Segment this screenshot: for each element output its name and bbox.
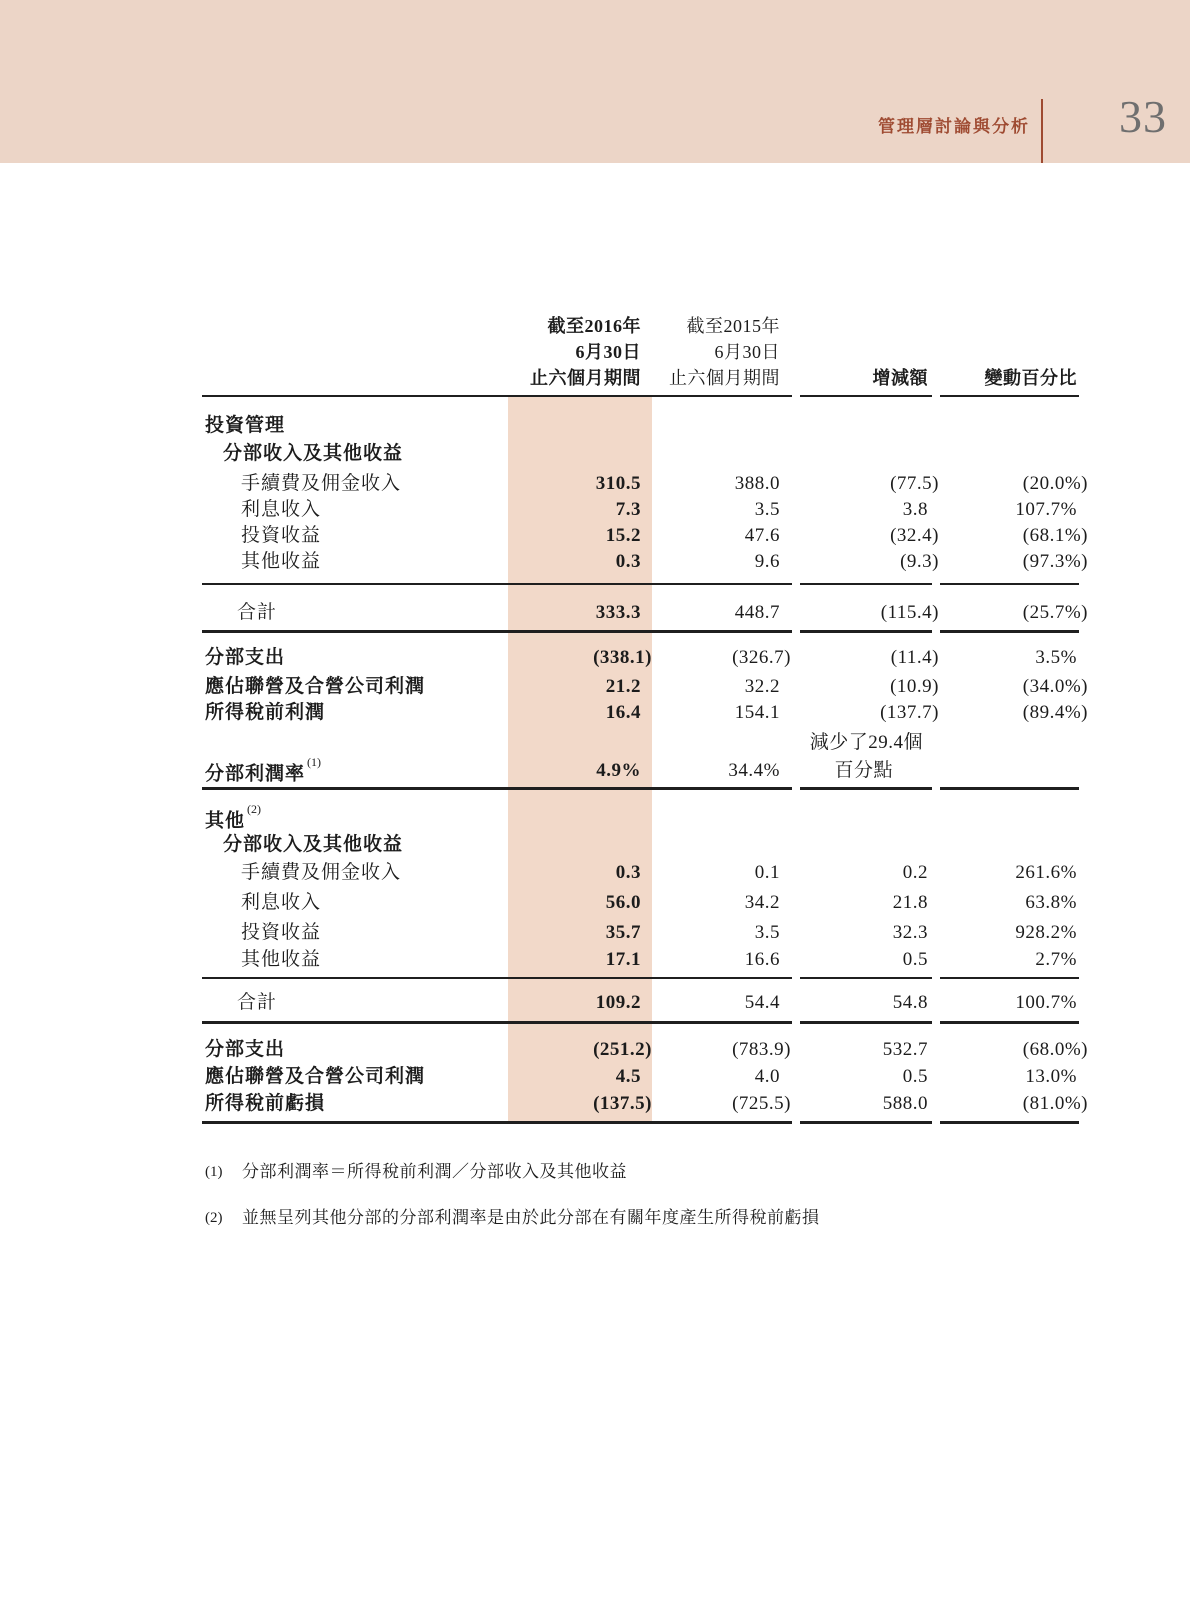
table-row: [202, 1091, 1088, 1117]
table-row: [202, 832, 1088, 858]
value-2016: 310.5: [595, 473, 641, 494]
table-row: [202, 860, 1088, 886]
footnote-ref-2: (2): [247, 802, 262, 816]
table-row: [202, 890, 1088, 916]
row-label: 分部支出: [205, 1039, 286, 1060]
header-2016-line2: 6月30日: [575, 342, 641, 362]
value-2015: 154.1: [734, 702, 780, 723]
header-2015-line2: 6月30日: [714, 342, 780, 362]
value-pct: 928.2%: [1015, 922, 1077, 943]
value-2016: 109.2: [595, 992, 641, 1013]
header-2016-line1: 截至2016年: [547, 316, 641, 336]
value-pct: 2.7%: [1035, 949, 1077, 970]
table-row: [202, 700, 1088, 726]
value-change: (115.4): [880, 602, 939, 623]
table-row: [202, 802, 1088, 832]
value-2016: 0.3: [615, 862, 641, 883]
value-change: (11.4): [890, 647, 939, 668]
value-2016: 4.5: [615, 1066, 641, 1087]
value-change: 54.8: [892, 992, 928, 1013]
section-title: 管理層討論與分析: [878, 117, 1030, 136]
row-label: 所得稅前虧損: [205, 1093, 326, 1114]
table-column-headers: [202, 313, 1088, 391]
table-row: [202, 674, 1088, 700]
row-label: 手續費及佣金收入: [241, 473, 402, 494]
value-2016: 16.4: [605, 702, 641, 723]
row-label: 分部收入及其他收益: [223, 834, 404, 855]
value-pct: (89.4%): [1022, 702, 1088, 723]
table-row: [202, 1064, 1088, 1090]
header-divider: [1041, 99, 1043, 163]
row-label: 其他收益: [241, 949, 322, 970]
row-label: 手續費及佣金收入: [241, 862, 402, 883]
row-label: 其他收益: [241, 551, 322, 572]
value-pct: (34.0%): [1022, 676, 1088, 697]
header-2015-line3: 止六個月期間: [669, 368, 780, 388]
value-2016: 56.0: [605, 892, 641, 913]
value-2016: (137.5): [593, 1093, 652, 1114]
column-header-2015: [652, 313, 791, 391]
value-2016: 4.9%: [596, 760, 641, 782]
value-2015: 16.6: [744, 949, 780, 970]
value-change: 0.5: [902, 949, 928, 970]
column-header-change: 增減額: [872, 368, 928, 388]
row-label: 合計: [237, 992, 278, 1013]
footnote-marker: (1): [205, 1164, 223, 1180]
value-2015: (725.5): [732, 1093, 791, 1114]
table-rule: [202, 1021, 1079, 1024]
value-2016: (338.1): [593, 647, 652, 668]
row-label: 應佔聯營及合營公司利潤: [205, 676, 426, 697]
table-row: [202, 549, 1088, 575]
row-label: [202, 802, 508, 834]
value-2015: 54.4: [744, 992, 780, 1013]
footnote-ref-1: (1): [307, 755, 322, 769]
row-label: 投資管理: [205, 415, 286, 436]
footnote-2: [205, 1205, 820, 1231]
value-2015: 4.0: [754, 1066, 780, 1087]
value-change: 532.7: [882, 1039, 928, 1060]
table-row-total: [202, 990, 1088, 1016]
page-number: 33: [1119, 91, 1167, 142]
value-pct: 100.7%: [1015, 992, 1077, 1013]
row-label: 投資收益: [241, 922, 322, 943]
table-rule: [202, 787, 1079, 790]
footnote-marker: (2): [205, 1210, 223, 1226]
column-header-2016: [508, 313, 652, 391]
row-label: [202, 755, 508, 787]
row-label-text: 其他: [205, 810, 246, 832]
value-change: 0.2: [902, 862, 928, 883]
header-band: [0, 0, 1190, 163]
value-2015: 9.6: [754, 551, 780, 572]
value-change: 32.3: [892, 922, 928, 943]
row-label: 應佔聯營及合營公司利潤: [205, 1066, 426, 1087]
value-2015: 3.5: [754, 499, 780, 520]
value-change: (9.3): [900, 551, 939, 572]
row-label-text: 分部利潤率: [205, 763, 306, 785]
value-2015: 34.2: [744, 892, 780, 913]
value-change: 588.0: [882, 1093, 928, 1114]
table-row: [202, 920, 1088, 946]
row-label: 分部支出: [205, 647, 286, 668]
value-change: (32.4): [890, 525, 939, 546]
value-pct: (68.1%): [1022, 525, 1088, 546]
value-change: 0.5: [902, 1066, 928, 1087]
table-rule: [202, 977, 1079, 979]
value-2015: 3.5: [754, 922, 780, 943]
value-2015: (783.9): [732, 1039, 791, 1060]
table-row: [202, 755, 1088, 785]
value-change: (137.7): [880, 702, 939, 723]
table-row: [202, 413, 1088, 439]
row-label: 分部收入及其他收益: [223, 443, 404, 464]
row-label: 利息收入: [241, 499, 322, 520]
value-pct: (68.0%): [1022, 1039, 1088, 1060]
value-change-note: 減少了29.4個: [809, 732, 923, 753]
value-2015: 448.7: [734, 602, 780, 623]
value-change: (77.5): [890, 473, 939, 494]
value-pct: (20.0%): [1022, 473, 1088, 494]
value-2015: 47.6: [744, 525, 780, 546]
value-2015: 388.0: [734, 473, 780, 494]
value-pct: 107.7%: [1015, 499, 1077, 520]
row-label: 所得稅前利潤: [205, 702, 326, 723]
header-2016-line3: 止六個月期間: [530, 368, 641, 388]
footnote-text: 分部利潤率＝所得稅前利潤／分部收入及其他收益: [242, 1162, 627, 1181]
table-row: [202, 441, 1088, 467]
value-change: 21.8: [892, 892, 928, 913]
table-row: [202, 497, 1088, 523]
value-pct: 3.5%: [1035, 647, 1077, 668]
value-pct: (97.3%): [1022, 551, 1088, 572]
column-header-pct: 變動百分比: [984, 368, 1077, 388]
value-2015: (326.7): [732, 647, 791, 668]
value-change: (10.9): [890, 676, 939, 697]
value-2016: 15.2: [605, 525, 641, 546]
value-2015: 34.4%: [728, 760, 780, 782]
header-2015-line1: 截至2015年: [686, 316, 780, 336]
value-change: 3.8: [902, 499, 928, 520]
value-2016: (251.2): [593, 1039, 652, 1060]
value-2016: 35.7: [605, 922, 641, 943]
table-rule: [202, 630, 1079, 633]
table-row-change-note: [202, 730, 1088, 756]
footnote-text: 並無呈列其他分部的分部利潤率是由於此分部在有關年度產生所得稅前虧損: [242, 1208, 820, 1227]
value-2015: 32.2: [744, 676, 780, 697]
table-row: [202, 645, 1088, 671]
value-pct: 63.8%: [1025, 892, 1077, 913]
value-2016: 333.3: [595, 602, 641, 623]
table-row: [202, 1037, 1088, 1063]
table-row-total: [202, 600, 1088, 626]
table-rule: [202, 395, 1079, 397]
value-pct: (25.7%): [1022, 602, 1088, 623]
value-2015: 0.1: [754, 862, 780, 883]
value-pct: 13.0%: [1025, 1066, 1077, 1087]
row-label: 合計: [237, 602, 278, 623]
value-2016: 7.3: [615, 499, 641, 520]
value-2016: 21.2: [605, 676, 641, 697]
value-pct: (81.0%): [1022, 1093, 1088, 1114]
table-rule: [202, 1121, 1079, 1124]
value-pct: 261.6%: [1015, 862, 1077, 883]
table-row: [202, 947, 1088, 973]
row-label: 投資收益: [241, 525, 322, 546]
footnote-1: [205, 1159, 627, 1185]
table-row: [202, 471, 1088, 497]
value-2016: 0.3: [615, 551, 641, 572]
table-rule: [202, 583, 1079, 585]
value-change: 百分點: [834, 760, 893, 782]
value-2016: 17.1: [605, 949, 641, 970]
row-label: 利息收入: [241, 892, 322, 913]
table-row: [202, 523, 1088, 549]
